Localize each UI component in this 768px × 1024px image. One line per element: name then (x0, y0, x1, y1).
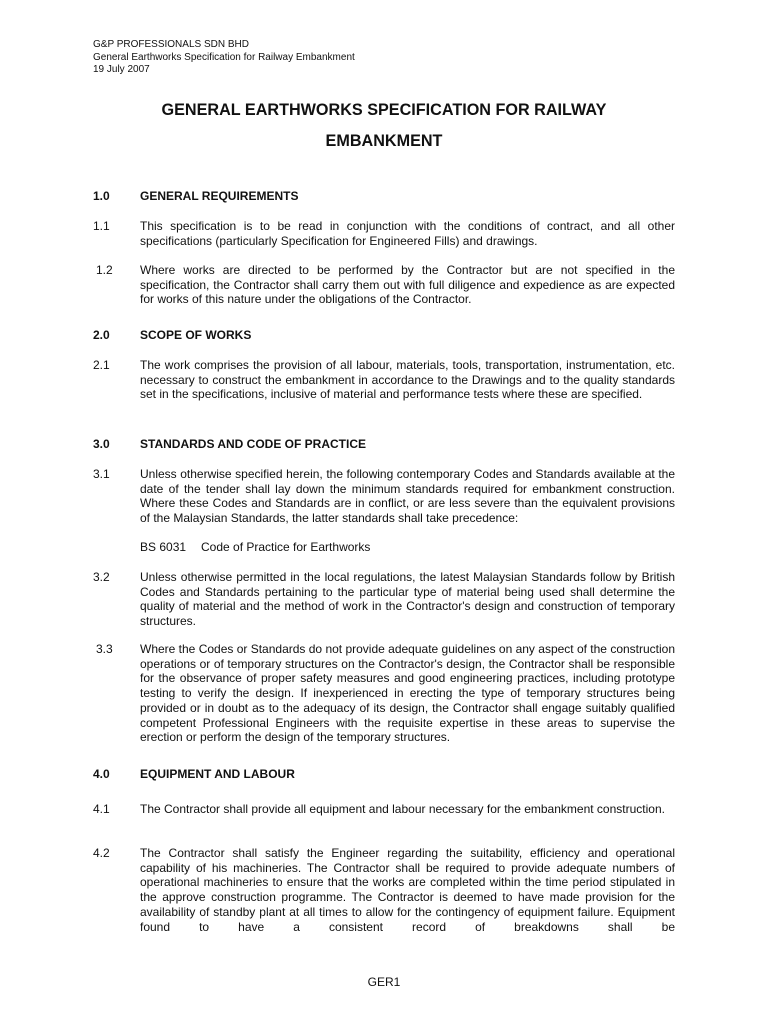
clause-number: 4.1 (93, 802, 110, 816)
clause-text: The work comprises the provision of all labour, materials, tools, transportation, instrumentation, etc. necessary to construct the embankment in accordance to the Drawings and to the quality standards set in the specifications, inclusive of material and performance tests where these are specified. (140, 358, 675, 402)
section-number: 3.0 (93, 437, 110, 451)
clause-text: The Contractor shall provide all equipment and labour necessary for the embankment construction. (140, 802, 665, 816)
section-heading-equipment-and-labour: EQUIPMENT AND LABOUR (140, 767, 295, 781)
section-heading-standards: STANDARDS AND CODE OF PRACTICE (140, 437, 367, 451)
clause-number: 3.2 (93, 570, 110, 584)
clause-text: Where the Codes or Standards do not provide adequate guidelines on any aspect of the construction operations or of temporary structures on the Contractor's design, the Contractor shall be responsible for the observance of proper safety measures and good engineering practices, including prototype testing to verify the design. If inexperienced in erecting the type of temporary structures being provided or in doubt as to the adequacy of its design, the Contractor shall engage suitably qualified competent Professional Engineers with the requisite expertise in these areas to supervise the erection or perform the design of the temporary structures. (140, 642, 676, 745)
clause-number: 1.2 (96, 263, 113, 277)
standard-reference-description: Code of Practice for Earthworks (201, 540, 371, 554)
clause-text: Unless otherwise specified herein, the following contemporary Codes and Standards available at the date of the tender shall lay down the minimum standards required for embankment construction. Where these Codes and Standards are in conflict, or are less severe than the equivalent provisions of the Malaysian Standards, the latter standards shall take precedence: (140, 467, 675, 526)
header-company: G&P PROFESSIONALS SDN BHD (93, 39, 249, 50)
clause-text: Unless otherwise permitted in the local regulations, the latest Malaysian Standards follow by British Codes and Standards pertaining to the particular type of material being used shall determine the quality of material and the method of work in the Contractor's design and construction of temporary structures. (140, 570, 675, 629)
clause-text: Where works are directed to be performed by the Contractor but are not specified in the specification, the Contractor shall carry them out with full diligence and expedience as are expected for works of this nature under the obligations of the Contractor. (140, 263, 675, 307)
clause-number: 4.2 (93, 846, 110, 860)
document-title-line-2: EMBANKMENT (325, 132, 443, 150)
standard-reference-code: BS 6031 (140, 540, 187, 554)
section-number: 4.0 (93, 767, 110, 781)
page-footer-label: GER1 (367, 975, 401, 989)
section-heading-scope-of-works: SCOPE OF WORKS (140, 328, 252, 342)
clause-number: 2.1 (93, 358, 110, 372)
clause-number: 1.1 (93, 219, 110, 233)
section-number: 2.0 (93, 328, 110, 342)
section-number: 1.0 (93, 189, 110, 203)
clause-number: 3.3 (96, 642, 113, 656)
header-doc-title: General Earthworks Specification for Railway Embankment (93, 51, 355, 63)
header-date: 19 July 2007 (93, 64, 150, 75)
page-header (93, 39, 355, 77)
clause-number: 3.1 (93, 467, 110, 481)
clause-text: This specification is to be read in conjunction with the conditions of contract, and all other specifications (particularly Specification for Engineered Fills) and drawings. (140, 219, 675, 248)
document-title-line-1: GENERAL EARTHWORKS SPECIFICATION FOR RAILWAY (161, 101, 607, 119)
section-heading-general-requirements: GENERAL REQUIREMENTS (140, 189, 299, 203)
clause-text: The Contractor shall satisfy the Engineer regarding the suitability, efficiency and operational capability of his machineries. The Contractor shall be required to provide adequate numbers of operational machineries to ensure that the works are completed within the time period stipulated in the approve construction programme. The Contractor is deemed to have made provision for the availability of standby plant at all times to allow for the contingency of equipment failure. Equipment found to have a consistent record of breakdowns shall be (140, 846, 675, 934)
